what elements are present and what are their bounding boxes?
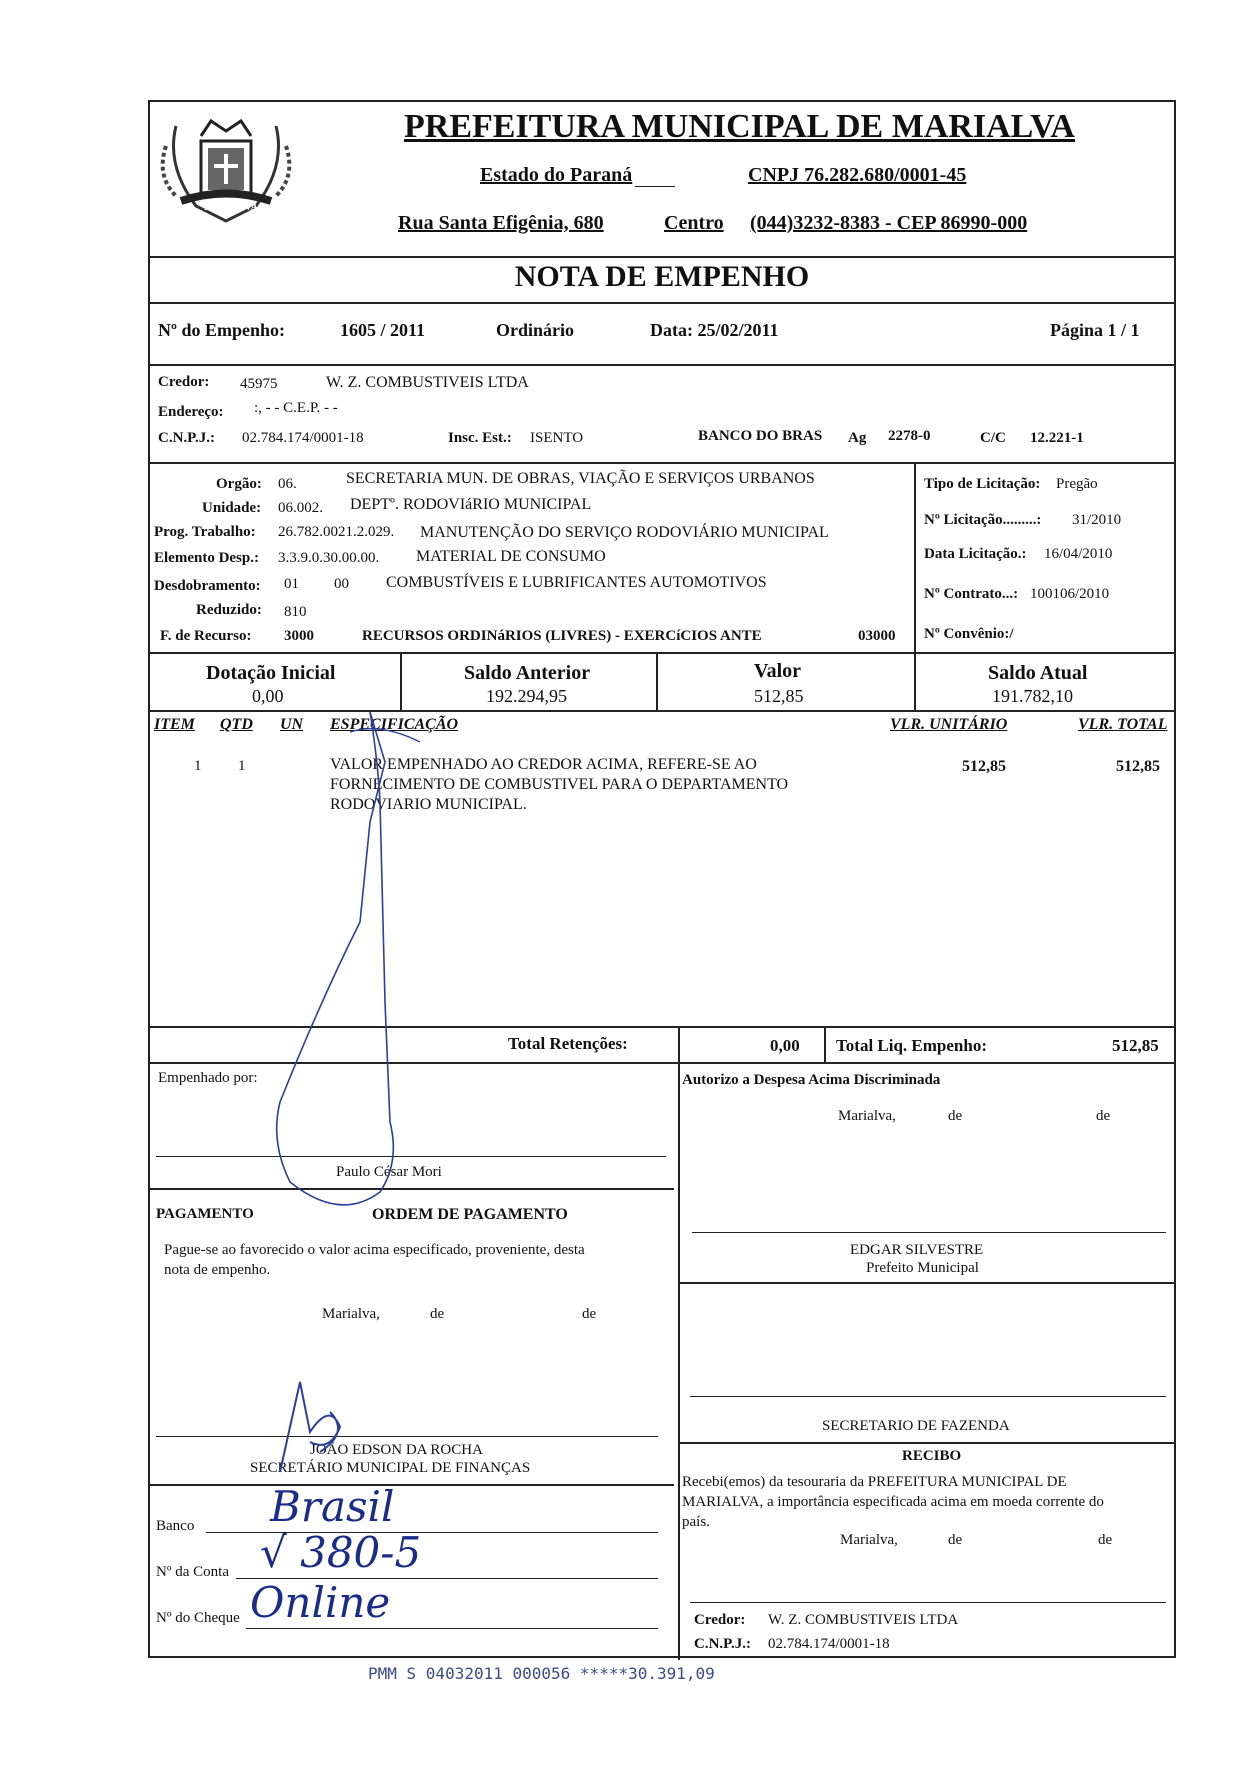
empenho-type: Ordinário: [496, 320, 575, 340]
cheque-label: Nº do Cheque: [156, 1610, 240, 1626]
col-espec: ESPECIFICAÇÃO: [330, 716, 459, 733]
valor-label: Valor: [754, 660, 802, 682]
elem-label: Elemento Desp.:: [154, 550, 259, 566]
item-desc-line1: VALOR EMPENHADO AO CREDOR ACIMA, REFERE-SE AO: [330, 756, 757, 773]
ordem-pagamento-label: ORDEM DE PAGAMENTO: [372, 1206, 568, 1223]
autorizo-label: Autorizo a Despesa Acima Discriminada: [682, 1072, 941, 1088]
item-unit-value: 512,85: [962, 758, 1006, 775]
desd-label: Desdobramento:: [154, 578, 261, 594]
signature-scribble-icon: [260, 702, 480, 1232]
cheque-line: [246, 1628, 658, 1629]
licitacao-tipo-label: Tipo de Licitação:: [924, 476, 1041, 492]
crest-text: MARIALVA: [204, 202, 258, 213]
col-vlr-unit: VLR. UNITÁRIO: [890, 716, 1008, 733]
financas-sign-line: [156, 1436, 658, 1437]
pagamento-de1: de: [430, 1306, 445, 1322]
elem-desc: MATERIAL DE CONSUMO: [416, 548, 606, 565]
dotacao-label: Dotação Inicial: [206, 662, 336, 684]
col-qtd: QTD: [220, 716, 253, 733]
autorizo-city: Marialva,: [838, 1108, 896, 1124]
prog-label: Prog. Trabalho:: [154, 524, 256, 540]
credor-name: W. Z. COMBUSTIVEIS LTDA: [326, 374, 529, 391]
prog-code: 26.782.0021.2.029.: [278, 524, 395, 540]
pagamento-de2: de: [582, 1306, 597, 1322]
retencoes-label: Total Retenções:: [508, 1034, 628, 1053]
recibo-title: RECIBO: [902, 1448, 962, 1464]
secretario-fazenda: SECRETARIO DE FAZENDA: [822, 1418, 1010, 1434]
endereco-value: :, - - C.E.P. - -: [254, 400, 338, 416]
cnpj-value: 02.784.174/0001-18: [242, 430, 364, 446]
saldo-anterior-label: Saldo Anterior: [464, 662, 591, 684]
saldo-anterior-value: 192.294,95: [486, 686, 567, 706]
recibo-sign-line: [690, 1602, 1166, 1603]
prefeito-name: EDGAR SILVESTRE: [850, 1242, 984, 1258]
empenhado-por-label: Empenhado por:: [158, 1070, 258, 1086]
header-center: Centro: [664, 212, 724, 234]
orgao-label: Orgão:: [216, 476, 262, 492]
item-desc-line3: RODOVIARIO MUNICIPAL.: [330, 796, 527, 813]
desd-desc: COMBUSTÍVEIS E LUBRIFICANTES AUTOMOTIVOS: [386, 574, 767, 591]
recibo-cnpj-label: C.N.P.J.:: [694, 1636, 751, 1652]
item-desc-line2: FORNECIMENTO DE COMBUSTIVEL PARA O DEPARTAMENTO: [330, 776, 789, 793]
licitacao-contrato-value: 100106/2010: [1030, 586, 1110, 602]
item-qtd: 1: [238, 758, 246, 774]
licitacao-numero-label: Nº Licitação.........:: [924, 512, 1042, 528]
reduzido-value: 810: [284, 604, 307, 620]
header-cnpj: CNPJ 76.282.680/0001-45: [748, 164, 967, 186]
liq-empenho-label: Total Liq. Empenho:: [836, 1036, 987, 1055]
header-phone-cep: (044)3232-8383 - CEP 86990-000: [750, 212, 1028, 234]
document-page: [148, 100, 1176, 1658]
dotacao-value: 0,00: [252, 686, 284, 706]
recibo-credor-name: W. Z. COMBUSTIVEIS LTDA: [768, 1612, 959, 1628]
cc-value: 12.221-1: [1030, 430, 1084, 446]
prefeito-sign-line: [692, 1232, 1166, 1233]
empenho-label: Nº do Empenho:: [158, 320, 285, 340]
pague-line2: nota de empenho.: [164, 1262, 271, 1278]
recibo-cnpj-value: 02.784.174/0001-18: [768, 1636, 890, 1652]
recibo-credor-label: Credor:: [694, 1612, 746, 1628]
licitacao-contrato-label: Nº Contrato...:: [924, 586, 1019, 602]
desd-code1: 01: [284, 576, 299, 592]
empenho-date: Data: 25/02/2011: [650, 320, 779, 340]
saldo-atual-label: Saldo Atual: [988, 662, 1088, 684]
hand-conta: √ 380-5: [260, 1528, 422, 1577]
bank-name: BANCO DO BRAS: [698, 428, 823, 444]
recibo-city: Marialva,: [840, 1532, 898, 1548]
insc-value: ISENTO: [530, 430, 584, 446]
pague-line1: Pague-se ao favorecido o valor acima especificado, proveniente, desta: [164, 1242, 585, 1258]
financas-title: SECRETÁRIO MUNICIPAL DE FINANÇAS: [250, 1460, 531, 1476]
unidade-desc: DEPTº. RODOVIáRIO MUNICIPAL: [350, 496, 592, 513]
licitacao-data-value: 16/04/2010: [1044, 546, 1113, 562]
hand-cheque: Online: [250, 1578, 391, 1627]
fazenda-sign-line: [690, 1396, 1166, 1397]
hand-banco: Brasil: [270, 1482, 395, 1531]
pagamento-city: Marialva,: [322, 1306, 380, 1322]
ag-value: 2278-0: [888, 428, 931, 444]
col-vlr-total: VLR. TOTAL: [1078, 716, 1168, 733]
credor-label: Credor:: [158, 374, 210, 390]
elem-code: 3.3.9.0.30.00.00.: [278, 550, 380, 566]
licitacao-convenio: Nº Convênio:/: [924, 626, 1014, 642]
financas-name: JOÃO EDSON DA ROCHA: [310, 1442, 483, 1458]
autorizo-de1: de: [948, 1108, 963, 1124]
liq-empenho-value: 512,85: [1112, 1036, 1159, 1055]
desd-code2: 00: [334, 576, 349, 592]
recibo-line1: Recebi(emos) da tesouraria da PREFEITURA MUNICIPAL DE: [682, 1474, 1067, 1490]
financas-signature-icon: [270, 1372, 390, 1482]
licitacao-numero-value: 31/2010: [1072, 512, 1122, 528]
conta-label: Nº da Conta: [156, 1564, 229, 1580]
retencoes-value: 0,00: [770, 1036, 800, 1055]
recurso-label: F. de Recurso:: [160, 628, 252, 644]
doc-title: NOTA DE EMPENHO: [514, 260, 810, 293]
underline-gap: [635, 186, 675, 187]
unidade-code: 06.002.: [278, 500, 323, 516]
empenhado-name: Paulo César Mori: [336, 1164, 442, 1180]
recurso-code2: 03000: [858, 628, 896, 644]
licitacao-tipo-value: Pregão: [1056, 476, 1098, 492]
header-title: PREFEITURA MUNICIPAL DE MARIALVA: [404, 108, 1075, 145]
ag-label: Ag: [848, 430, 867, 446]
insc-label: Insc. Est.:: [448, 430, 512, 446]
valor-value: 512,85: [754, 686, 804, 706]
credor-code: 45975: [240, 376, 278, 392]
autorizo-de2: de: [1096, 1108, 1111, 1124]
banco-label: Banco: [156, 1518, 195, 1534]
recibo-line3: país.: [682, 1514, 710, 1530]
page-number: Página 1 / 1: [1050, 320, 1140, 340]
col-item: ITEM: [154, 716, 195, 733]
saldo-atual-value: 191.782,10: [992, 686, 1073, 706]
prefeito-title: Prefeito Municipal: [866, 1260, 979, 1276]
item-number: 1: [194, 758, 202, 774]
recurso-desc: RECURSOS ORDINáRIOS (LIVRES) - EXERCíCIOS ANTE: [362, 628, 762, 644]
recibo-de1: de: [948, 1532, 963, 1548]
endereco-label: Endereço:: [158, 404, 224, 420]
orgao-code: 06.: [278, 476, 297, 492]
unidade-label: Unidade:: [202, 500, 262, 516]
header-address: Rua Santa Efigênia, 680: [398, 212, 604, 234]
licitacao-data-label: Data Licitação.:: [924, 546, 1027, 562]
orgao-desc: SECRETARIA MUN. DE OBRAS, VIAÇÃO E SERVIÇOS URBANOS: [346, 470, 815, 487]
recibo-de2: de: [1098, 1532, 1113, 1548]
item-total-value: 512,85: [1116, 758, 1160, 775]
col-un: UN: [280, 716, 304, 733]
cc-label: C/C: [980, 430, 1006, 446]
header-state: Estado do Paraná: [480, 164, 633, 186]
recibo-line2: MARIALVA, a importância especificada acima em moeda corrente do: [682, 1494, 1104, 1510]
prog-desc: MANUTENÇÃO DO SERVIÇO RODOVIÁRIO MUNICIPAL: [420, 524, 829, 541]
recurso-code: 3000: [284, 628, 314, 644]
reduzido-label: Reduzido:: [196, 602, 262, 618]
machine-stamp: PMM S 04032011 000056 *****30.391,09: [368, 1664, 715, 1683]
pagamento-label: PAGAMENTO: [156, 1206, 254, 1222]
empenho-number: 1605 / 2011: [340, 320, 426, 340]
cnpj-label: C.N.P.J.:: [158, 430, 215, 446]
